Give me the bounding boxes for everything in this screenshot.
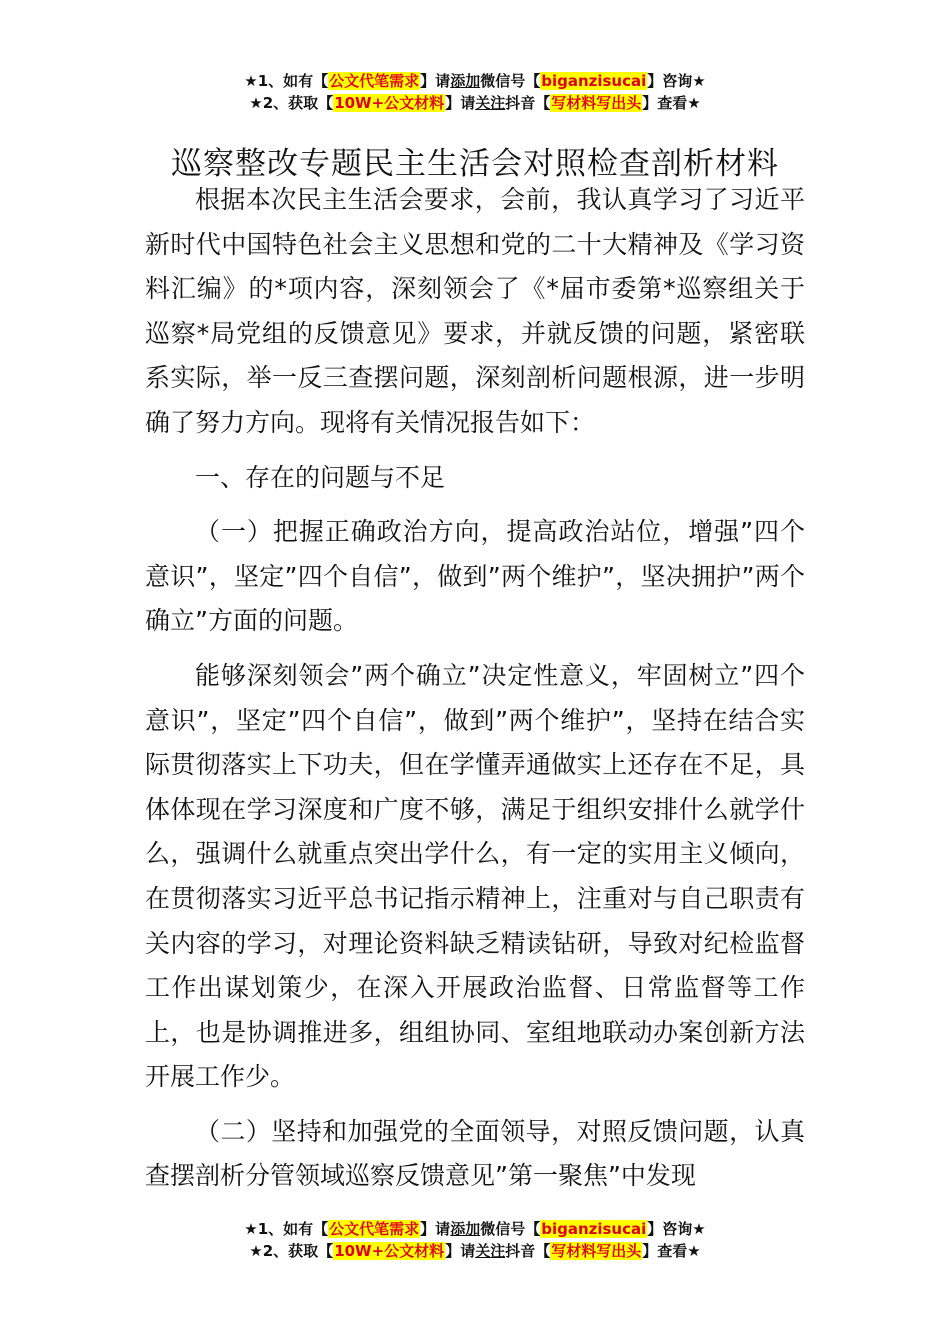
banner-text: ★1、如有【 xyxy=(244,72,329,90)
highlight-label: 10W+公文材料 xyxy=(334,94,445,112)
banner-line-2 xyxy=(0,1240,950,1262)
header-banner xyxy=(0,70,950,114)
underlined-text: 添加 xyxy=(450,1220,481,1238)
banner-text: 】咨询★ xyxy=(647,72,706,90)
banner-text: ★1、如有【 xyxy=(244,1220,329,1238)
banner-text: ★2、获取【 xyxy=(249,94,334,112)
banner-line-1 xyxy=(0,70,950,92)
banner-text: 微信号【 xyxy=(480,72,541,90)
footer-banner xyxy=(0,1218,950,1262)
banner-text: 微信号【 xyxy=(480,1220,541,1238)
banner-text: 】查看★ xyxy=(642,94,701,112)
banner-text: 】请 xyxy=(445,94,476,112)
subsection-heading: （二）坚持和加强党的全面领导，对照反馈问题，认真查摆剖析分管领域巡察反馈意见”第一聚焦”中发现 xyxy=(145,1116,805,1191)
body-paragraph: 能够深刻领会”两个确立”决定性意义，牢固树立”四个意识”，坚定”四个自信”，做到”两个维护”，坚持在结合实际贯彻落实上下功夫，但在学懂弄通做实上还存在不足，具体体现在学习深度和广度不够，满足于组织安排什么就学什么，强调什么就重点突出学什么，有一定的实用主义倾向，在贯彻落实习近平总书记指示精神上，注重对与自己职责有关内容的学习，对理论资料缺乏精读钻研，导致对纪检监督工作出谋划策少，在深入开展政治监督、日常监督等工作上，也是协调推进多，组组协同、室组地联动办案创新方法开展工作少。 xyxy=(145,660,805,1092)
douyin-account-highlight: 写材料写出头 xyxy=(551,94,642,112)
banner-text: ★2、获取【 xyxy=(249,1242,334,1260)
wechat-id-highlight: biganzisucai xyxy=(541,72,647,90)
banner-line-1 xyxy=(0,1218,950,1240)
wechat-id-highlight: biganzisucai xyxy=(541,1220,647,1238)
intro-paragraph: 根据本次民主生活会要求，会前，我认真学习了习近平新时代中国特色社会主义思想和党的二十大精神及《学习资料汇编》的*项内容，深刻领会了《*届市委第*巡察组关于巡察*局党组的反馈意见》要求，并就反馈的问题，紧密联系实际，举一反三查摆问题，深刻剖析问题根源，进一步明确了努力方向。现将有关情况报告如下： xyxy=(145,185,805,437)
banner-text: 抖音【 xyxy=(505,94,551,112)
highlight-label: 10W+公文材料 xyxy=(334,1242,445,1260)
underlined-text: 添加 xyxy=(450,72,481,90)
document-title: 巡察整改专题民主生活会对照检查剖析材料 xyxy=(171,145,779,182)
highlight-label: 公文代笔需求 xyxy=(329,72,420,90)
underlined-text: 关注 xyxy=(475,1242,506,1260)
banner-text: 抖音【 xyxy=(505,1242,551,1260)
douyin-account-highlight: 写材料写出头 xyxy=(551,1242,642,1260)
banner-text: 】查看★ xyxy=(642,1242,701,1260)
document-body xyxy=(145,178,805,1209)
banner-text: 】咨询★ xyxy=(647,1220,706,1238)
banner-text: 】请 xyxy=(445,1242,476,1260)
section-heading: 一、存在的问题与不足 xyxy=(195,462,446,492)
subsection-heading: （一）把握正确政治方向，提高政治站位，增强”四个意识”，坚定”四个自信”，做到”两个维护”，坚决拥护”两个确立”方面的问题。 xyxy=(145,517,805,636)
banner-text: 】请 xyxy=(420,72,451,90)
underlined-text: 关注 xyxy=(475,94,506,112)
banner-line-2 xyxy=(0,92,950,114)
banner-text: 】请 xyxy=(420,1220,451,1238)
highlight-label: 公文代笔需求 xyxy=(329,1220,420,1238)
